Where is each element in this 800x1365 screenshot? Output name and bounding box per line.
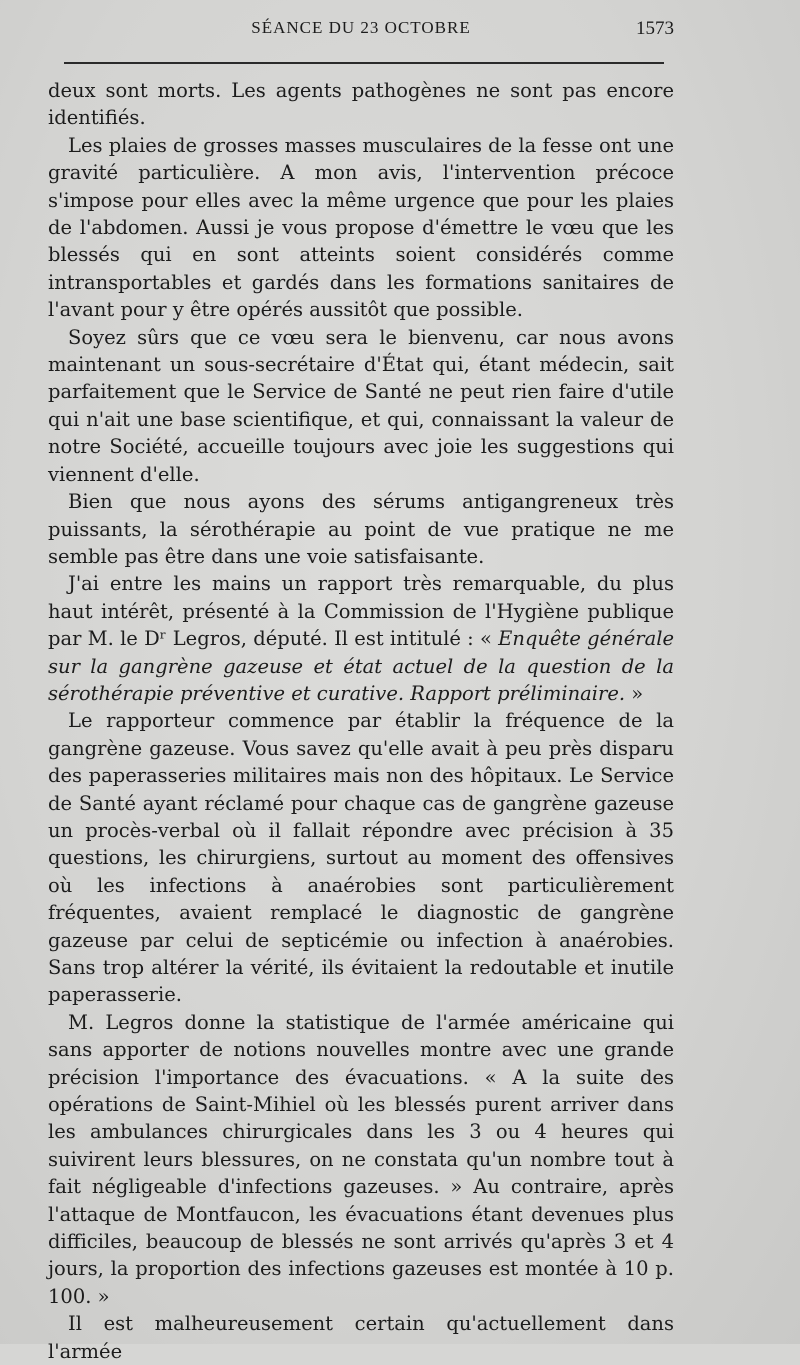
paragraph-7: M. Legros donne la statistique de l'armée américaine qui sans apporter de notions nouvelles montre avec une grande précision l'importance des évacuations. « A la suite des opérations de Saint-Mihiel où les blessés purent arriver dans les ambulances chirurgicales dans les 3 ou 4 heures qui suivirent leurs blessures, on ne constata qu'un nombre tout à fait négligeable d'infections gazeuses. » Au contraire, après l'attaque de Montfaucon, les évacuations étant devenues plus difficiles, beaucoup de blessés ne sont arrivés qu'après 3 et 4 jours, la proportion des infections gazeuses est montée à 10 p. 100. » xyxy=(48,1010,674,1308)
paragraph-1: deux sont morts. Les agents pathogènes ne sont pas encore identifiés. xyxy=(48,79,674,130)
paragraph-5 xyxy=(48,570,674,707)
paragraph-2: Les plaies de grosses masses musculaires de la fesse ont une gravité particulière. A mon avis, l'intervention précoce s'impose pour elles avec la même urgence que pour les plaies de l'abdomen. Aussi je vous propose d'émettre le vœu que les blessés qui en sont atteints soient considérés comme intransportables et gardés dans les formations sanitaires de l'avant pour y être opérés aussitôt que possible. xyxy=(48,133,674,322)
page-number: 1573 xyxy=(636,18,674,39)
paragraph-3: Soyez sûrs que ce vœu sera le bienvenu, car nous avons maintenant un sous-secrétaire d'État qui, étant médecin, sait parfaitement que le Service de Santé ne peut rien faire d'utile qui n'ait une base scientifique, et qui, connaissant la valeur de notre Société, accueille toujours avec joie les suggestions qui viennent d'elle. xyxy=(48,325,674,486)
report-title: Enquête générale sur la gangrène gazeuse et état actuel de la question de la sérothérapie préventive et curative. Rapport préliminaire. xyxy=(48,627,675,705)
body-text xyxy=(48,77,674,1365)
paragraph-5-close: » xyxy=(625,681,644,705)
paragraph-5-intro: J'ai entre les mains un rapport très remarquable, du plus haut intérêt, présenté à la Commission de l'Hygiène publique par M. le Dʳ Legros, député. Il est intitulé : « xyxy=(48,572,674,651)
paragraph-4: Bien que nous ayons des sérums antigangreneux très puissants, la sérothérapie au point de vue pratique ne me semble pas être dans une voie satisfaisante. xyxy=(48,490,674,568)
running-head: SÉANCE DU 23 OCTOBRE xyxy=(251,18,471,37)
paragraph-6: Le rapporteur commence par établir la fréquence de la gangrène gazeuse. Vous savez qu'elle avait à peu près disparu des paperasseries militaires mais non des hôpitaux. Le Service de Santé ayant réclamé pour chaque cas de gangrène gazeuse un procès-verbal où il fallait répondre avec précision à 35 questions, les chirurgiens, surtout au moment des offensives où les infections à anaérobies sont particulièrement fréquentes, avaient remplacé le diagnostic de gangrène gazeuse par celui de septicémie ou infection à anaérobies. Sans trop altérer la vérité, ils évitaient la redoutable et inutile paperasserie. xyxy=(48,709,674,1007)
page-header xyxy=(48,18,674,48)
paragraph-8: Il est malheureusement certain qu'actuellement dans l'armée xyxy=(48,1312,674,1363)
header-rule xyxy=(64,62,664,64)
